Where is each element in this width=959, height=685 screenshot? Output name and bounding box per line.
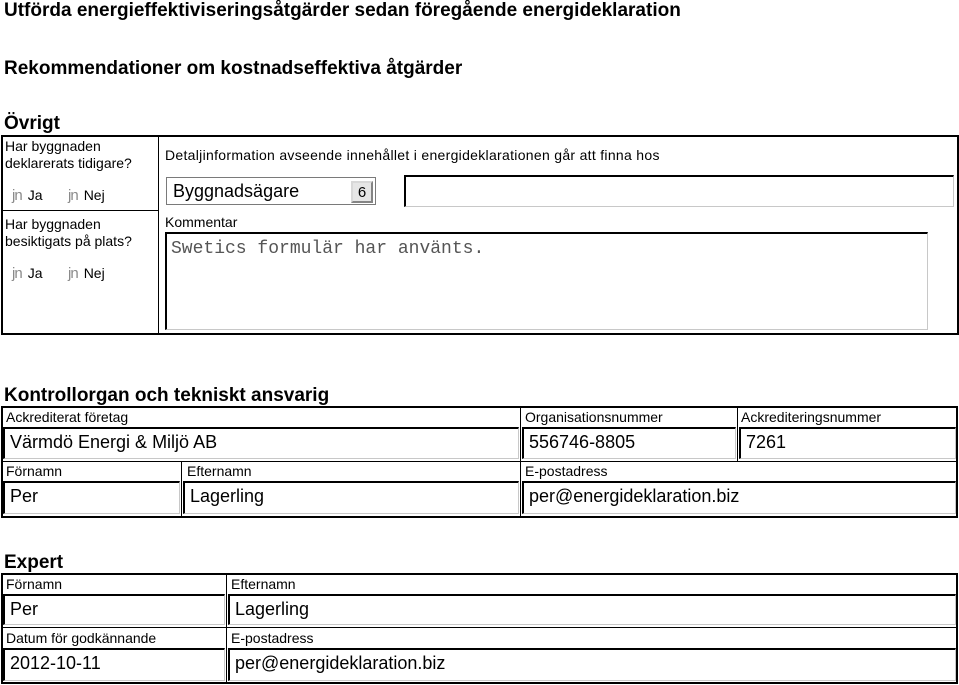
radio-icon: jn xyxy=(12,265,22,282)
expert-firstname-value: Per xyxy=(10,599,39,619)
heading-rekommendationer: Rekommendationer om kostnadseffektiva åtgärder xyxy=(4,58,463,79)
expert-col-divider xyxy=(226,574,227,683)
label-accnr: Ackrediteringsnummer xyxy=(741,409,882,425)
radio-label: Ja xyxy=(27,187,43,203)
lastname-value: Lagerling xyxy=(190,486,265,506)
accnr-value: 7261 xyxy=(746,432,787,452)
label-expert-lastname: Efternamn xyxy=(231,576,296,592)
radio-icon: jn xyxy=(12,187,22,204)
expert-row-divider xyxy=(2,627,957,628)
kontrollorgan-col-divider-3 xyxy=(181,462,182,517)
comment-textarea[interactable] xyxy=(165,232,928,330)
expert-email-field[interactable] xyxy=(228,648,956,681)
radio-declared-yes[interactable] xyxy=(12,187,42,204)
radio-icon: jn xyxy=(68,265,78,282)
kontrollorgan-col-divider-2 xyxy=(737,407,738,461)
question-declared-line1: Har byggnaden xyxy=(5,138,101,154)
comment-label: Kommentar xyxy=(165,214,238,230)
question-inspected-line1: Har byggnaden xyxy=(5,216,101,232)
radio-label: Nej xyxy=(83,187,105,203)
expert-lastname-value: Lagerling xyxy=(235,599,310,619)
detail-select-value: Byggnadsägare xyxy=(173,181,300,201)
radio-label: Nej xyxy=(83,265,105,281)
detail-extra-field[interactable] xyxy=(404,175,954,207)
firstname-field[interactable] xyxy=(3,481,180,514)
label-lastname: Efternamn xyxy=(187,463,252,479)
radio-inspected-no[interactable] xyxy=(68,265,105,282)
comment-value: Swetics formulär har använts. xyxy=(171,239,485,259)
question-inspected-line2: besiktigats på plats? xyxy=(5,233,132,249)
email-field[interactable] xyxy=(522,481,956,514)
label-orgnr: Organisationsnummer xyxy=(525,409,663,425)
radio-declared-no[interactable] xyxy=(68,187,105,204)
ovrigt-question-divider xyxy=(2,210,158,211)
heading-utforda: Utförda energieffektiviseringsåtgärder sedan föregående energideklaration xyxy=(4,0,681,21)
detail-select[interactable] xyxy=(166,177,376,205)
label-firstname: Förnamn xyxy=(6,463,63,479)
question-declared-line2: deklarerats tidigare? xyxy=(5,155,132,171)
radio-label: Ja xyxy=(27,265,43,281)
company-field[interactable] xyxy=(3,427,519,459)
approval-date-field[interactable] xyxy=(3,648,225,681)
email-value: per@energideklaration.biz xyxy=(529,486,740,506)
accnr-field[interactable] xyxy=(739,427,956,459)
heading-ovrigt: Övrigt xyxy=(4,113,60,134)
heading-kontrollorgan: Kontrollorgan och tekniskt ansvarig xyxy=(4,385,330,406)
label-expert-firstname: Förnamn xyxy=(6,576,63,592)
expert-email-value: per@energideklaration.biz xyxy=(235,653,446,673)
heading-expert: Expert xyxy=(4,552,64,573)
kontrollorgan-row-divider xyxy=(2,461,957,462)
expert-lastname-field[interactable] xyxy=(228,594,956,625)
label-expert-email: E-postadress xyxy=(231,630,314,646)
detail-info-text: Detaljinformation avseende innehållet i energideklarationen går att finna hos xyxy=(165,147,660,163)
label-company: Ackrediterat företag xyxy=(6,409,129,425)
label-approval-date: Datum för godkännande xyxy=(6,630,157,646)
lastname-field[interactable] xyxy=(183,481,519,514)
label-email: E-postadress xyxy=(525,463,608,479)
orgnr-value: 556746-8805 xyxy=(529,432,636,452)
dropdown-button[interactable] xyxy=(351,181,373,203)
firstname-value: Per xyxy=(10,486,39,506)
radio-inspected-yes[interactable] xyxy=(12,265,42,282)
expert-firstname-field[interactable] xyxy=(3,594,225,625)
kontrollorgan-col-divider-1 xyxy=(520,407,521,517)
ovrigt-divider xyxy=(158,136,159,334)
radio-icon: jn xyxy=(68,187,78,204)
company-value: Värmdö Energi & Miljö AB xyxy=(10,432,218,452)
orgnr-field[interactable] xyxy=(522,427,736,459)
approval-date-value: 2012-10-11 xyxy=(10,653,101,673)
chevron-down-icon: 6 xyxy=(357,184,367,201)
